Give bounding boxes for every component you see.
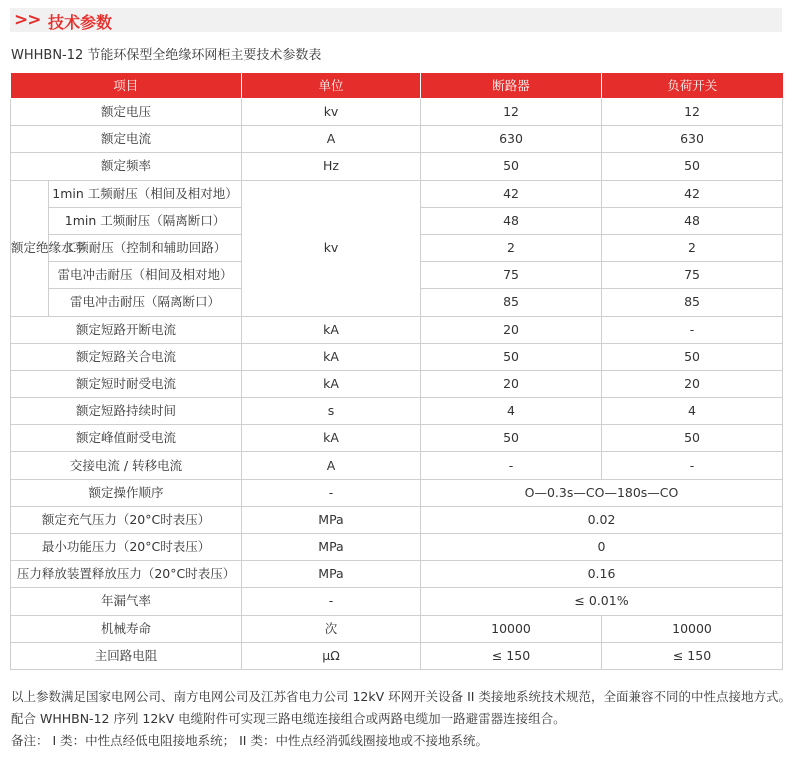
unit-cell: kv xyxy=(242,180,421,316)
table-row xyxy=(11,316,783,343)
breaker-cell: ≤ 150 xyxy=(421,642,602,669)
unit-cell: A xyxy=(242,452,421,479)
merged-value-cell: ≤ 0.01% xyxy=(421,588,783,615)
item-cell: 额定频率 xyxy=(11,153,242,180)
breaker-cell: 630 xyxy=(421,126,602,153)
unit-cell: s xyxy=(242,398,421,425)
breaker-cell: 12 xyxy=(421,99,602,126)
table-row xyxy=(11,479,783,506)
item-cell: 雷电冲击耐压（隔离断口） xyxy=(49,289,242,316)
unit-cell: kA xyxy=(242,316,421,343)
footnote-cable-combination: 配合 WHHBN-12 序列 12kV 电缆附件可实现三路电缆连接组合或两路电缆加一路避雷器连接组合。 xyxy=(11,711,566,726)
load-cell: - xyxy=(602,316,783,343)
unit-cell: kA xyxy=(242,425,421,452)
unit-cell: MPa xyxy=(242,506,421,533)
item-cell: 额定电流 xyxy=(11,126,242,153)
section-header xyxy=(10,8,782,32)
table-row xyxy=(11,506,783,533)
item-cell: 最小功能压力（20°C时表压） xyxy=(11,534,242,561)
item-cell: 压力释放装置释放压力（20°C时表压） xyxy=(11,561,242,588)
unit-cell: Hz xyxy=(242,153,421,180)
double-chevron-icon: >> xyxy=(14,10,41,30)
load-cell: 10000 xyxy=(602,615,783,642)
breaker-cell: - xyxy=(421,452,602,479)
footnote-compliance: 以上参数满足国家电网公司、南方电网公司及江苏省电力公司 12kV 环网开关设备 II 类接地系统技术规范，全面兼容不同的中性点接地方式。 xyxy=(11,689,791,704)
breaker-cell: 75 xyxy=(421,262,602,289)
breaker-cell: 48 xyxy=(421,207,602,234)
section-title: 技术参数 xyxy=(48,13,113,32)
load-cell: 12 xyxy=(602,99,783,126)
column-header-item: 项目 xyxy=(11,73,242,99)
breaker-cell: 20 xyxy=(421,316,602,343)
table-row xyxy=(11,126,783,153)
breaker-cell: 50 xyxy=(421,425,602,452)
unit-cell: MPa xyxy=(242,534,421,561)
unit-cell: kA xyxy=(242,343,421,370)
breaker-cell: 10000 xyxy=(421,615,602,642)
table-header-row xyxy=(11,73,783,99)
table-row xyxy=(11,180,783,207)
item-cell: 额定短时耐受电流 xyxy=(11,370,242,397)
item-cell: 额定充气压力（20°C时表压） xyxy=(11,506,242,533)
table-row xyxy=(11,642,783,669)
table-row xyxy=(11,615,783,642)
item-cell: 1min 工频耐压（相间及相对地） xyxy=(49,180,242,207)
unit-cell: kv xyxy=(242,99,421,126)
unit-cell: - xyxy=(242,588,421,615)
item-cell: 额定短路持续时间 xyxy=(11,398,242,425)
table-row xyxy=(11,425,783,452)
load-cell: 4 xyxy=(602,398,783,425)
load-cell: 75 xyxy=(602,262,783,289)
table-row xyxy=(11,561,783,588)
table-row xyxy=(11,588,783,615)
load-cell: 48 xyxy=(602,207,783,234)
unit-cell: MPa xyxy=(242,561,421,588)
breaker-cell: 2 xyxy=(421,234,602,261)
load-cell: 42 xyxy=(602,180,783,207)
item-cell: 交接电流 / 转移电流 xyxy=(11,452,242,479)
item-cell: 1min 工频耐压（隔离断口） xyxy=(49,207,242,234)
item-cell: 额定电压 xyxy=(11,99,242,126)
item-cell: 机械寿命 xyxy=(11,615,242,642)
merged-value-cell: O—0.3s—CO—180s—CO xyxy=(421,479,783,506)
item-cell: 额定短路关合电流 xyxy=(11,343,242,370)
table-row xyxy=(11,99,783,126)
load-cell: 630 xyxy=(602,126,783,153)
merged-value-cell: 0.02 xyxy=(421,506,783,533)
table-row xyxy=(11,370,783,397)
table-row xyxy=(11,343,783,370)
load-cell: 50 xyxy=(602,153,783,180)
load-cell: - xyxy=(602,452,783,479)
unit-cell: - xyxy=(242,479,421,506)
unit-cell: A xyxy=(242,126,421,153)
item-cell: 额定短路开断电流 xyxy=(11,316,242,343)
table-row xyxy=(11,398,783,425)
breaker-cell: 50 xyxy=(421,153,602,180)
load-cell: 2 xyxy=(602,234,783,261)
table-caption: WHHBN-12 节能环保型全绝缘环网柜主要技术参数表 xyxy=(11,48,322,63)
merged-value-cell: 0 xyxy=(421,534,783,561)
load-cell: 85 xyxy=(602,289,783,316)
merged-value-cell: 0.16 xyxy=(421,561,783,588)
breaker-cell: 50 xyxy=(421,343,602,370)
unit-cell: 次 xyxy=(242,615,421,642)
item-cell: 主回路电阻 xyxy=(11,642,242,669)
load-cell: ≤ 150 xyxy=(602,642,783,669)
load-cell: 50 xyxy=(602,425,783,452)
unit-cell: μΩ xyxy=(242,642,421,669)
table-row xyxy=(11,153,783,180)
column-header-unit: 单位 xyxy=(242,73,421,99)
load-cell: 20 xyxy=(602,370,783,397)
column-header-breaker: 断路器 xyxy=(421,73,602,99)
load-cell: 50 xyxy=(602,343,783,370)
table-row xyxy=(11,534,783,561)
item-cell: 工频耐压（控制和辅助回路） xyxy=(49,234,242,261)
item-cell: 年漏气率 xyxy=(11,588,242,615)
insulation-group-label: 额定绝缘水平 xyxy=(11,180,49,316)
item-cell: 雷电冲击耐压（相间及相对地） xyxy=(49,262,242,289)
breaker-cell: 42 xyxy=(421,180,602,207)
footnotes xyxy=(11,686,791,752)
breaker-cell: 85 xyxy=(421,289,602,316)
item-cell: 额定操作顺序 xyxy=(11,479,242,506)
unit-cell: kA xyxy=(242,370,421,397)
column-header-load-switch: 负荷开关 xyxy=(602,73,783,99)
footnote-remark: 备注： I 类：中性点经低电阻接地系统； II 类：中性点经消弧线圈接地或不接地系统。 xyxy=(11,733,488,748)
spec-table xyxy=(10,73,783,670)
breaker-cell: 4 xyxy=(421,398,602,425)
item-cell: 额定峰值耐受电流 xyxy=(11,425,242,452)
breaker-cell: 20 xyxy=(421,370,602,397)
table-row xyxy=(11,452,783,479)
